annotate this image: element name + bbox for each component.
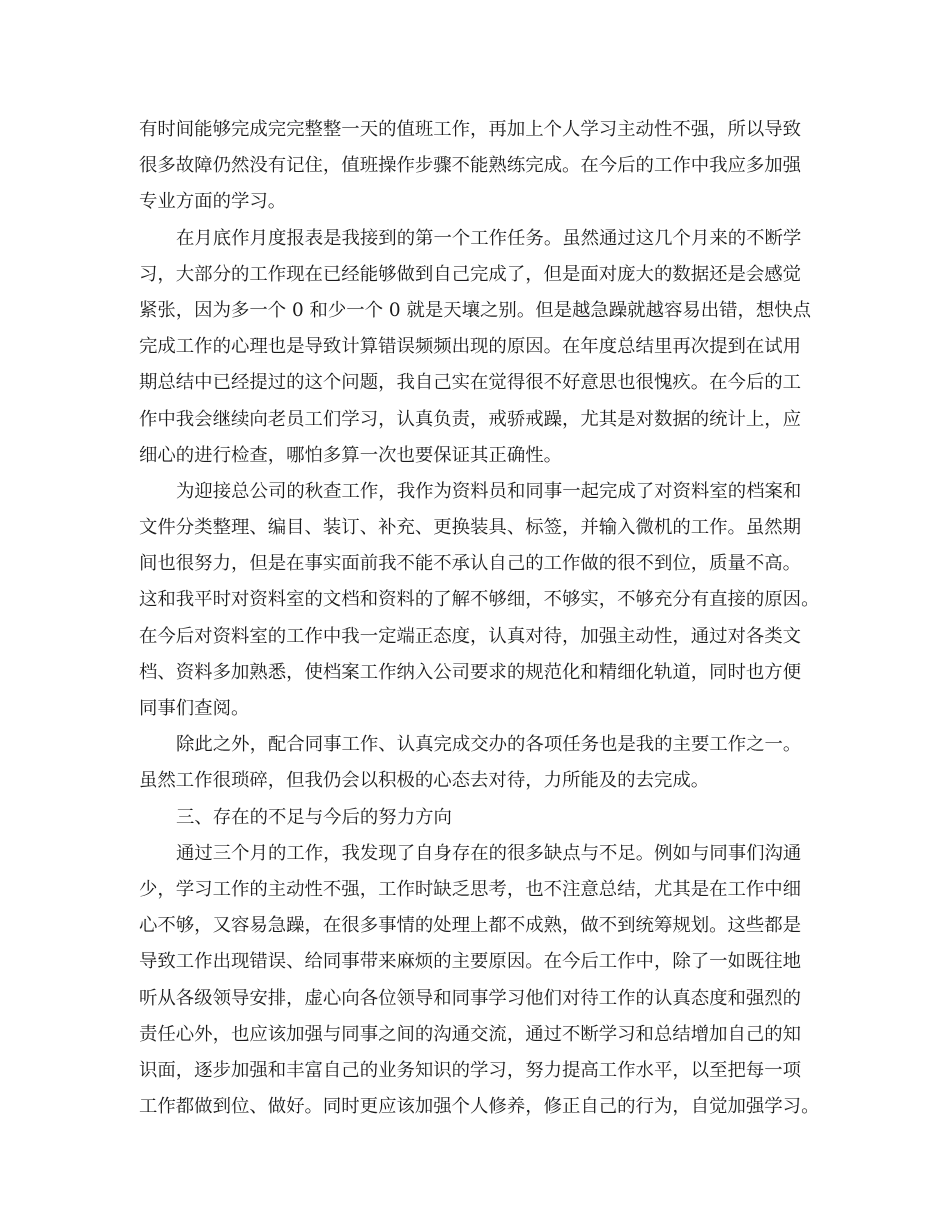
text-line: 识面，逐步加强和丰富自己的业务知识的学习，努力提高工作水平，以至把每一项 — [139, 1059, 802, 1081]
text-line: 同事们查阅。 — [139, 698, 250, 719]
text-line: 听从各级领导安排，虚心向各位领导和同事学习他们对待工作的认真态度和强烈的 — [139, 987, 802, 1009]
text-line: 为迎接总公司的秋查工作，我作为资料员和同事一起完成了对资料室的档案和 — [176, 480, 802, 502]
document-body — [139, 112, 829, 1125]
text-line: 虽然工作很琐碎，但我仍会以积极的心态去对待，力所能及的去完成。 — [139, 770, 710, 792]
text-line: 有时间能够完成完完整整一天的值班工作，再加上个人学习主动性不强，所以导致 — [139, 119, 802, 140]
text-line: 档、资料多加熟悉，使档案工作纳入公司要求的规范化和精细化轨道，同时也方便 — [139, 661, 802, 683]
text-line: 在今后对资料室的工作中我一定端正态度，认真对待，加强主动性，通过对各类文 — [139, 625, 802, 647]
text-line: 习，大部分的工作现在已经能够做到自己完成了，但是面对庞大的数据还是会感觉 — [139, 263, 802, 285]
text-line: 文件分类整理、编目、装订、补充、更换装具、标签，并输入微机的工作。虽然期 — [139, 517, 802, 539]
text-line: 除此之外，配合同事工作、认真完成交办的各项任务也是我的主要工作之一。 — [176, 734, 802, 756]
text-line: 心不够，又容易急躁，在很多事情的处理上都不成熟，做不到统筹规划。这些都是 — [139, 915, 802, 937]
text-line: 很多故障仍然没有记住，值班操作步骤不能熟练完成。在今后的工作中我应多加强 — [139, 155, 802, 177]
text-line: 期总结中已经提过的这个问题，我自己实在觉得很不好意思也很愧疚。在今后的工 — [139, 372, 802, 394]
text-line: 在月底作月度报表是我接到的第一个工作任务。虽然通过这几个月来的不断学 — [176, 227, 802, 249]
text-line: 间也很努力，但是在事实面前我不能不承认自己的工作做的很不到位，质量不高。 — [139, 553, 802, 575]
text-line: 三、存在的不足与今后的努力方向 — [176, 806, 452, 828]
text-line: 少，学习工作的主动性不强，工作时缺乏思考，也不注意总结，尤其是在工作中细 — [139, 878, 802, 900]
text-line: 作中我会继续向老员工们学习，认真负责，戒骄戒躁，尤其是对数据的统计上，应 — [139, 408, 802, 430]
text-line: 紧张，因为多一个 0 和少一个 0 就是天壤之别。但是越急躁就越容易出错，想快点 — [139, 299, 812, 321]
text-line: 这和我平时对资料室的文档和资料的了解不够细，不够实，不够充分有直接的原因。 — [139, 589, 820, 611]
text-line: 工作都做到位、做好。同时更应该加强个人修养，修正自己的行为，自觉加强学习。 — [139, 1096, 820, 1118]
text-line: 完成工作的心理也是导致计算错误频频出现的原因。在年度总结里再次提到在试用 — [139, 336, 802, 358]
text-line: 通过三个月的工作，我发现了自身存在的很多缺点与不足。例如与同事们沟通 — [176, 842, 802, 864]
text-line: 细心的进行检查，哪怕多算一次也要保证其正确性。 — [139, 444, 562, 466]
text-line: 责任心外，也应该加强与同事之间的沟通交流，通过不断学习和总结增加自己的知 — [139, 1023, 802, 1045]
text-line: 专业方面的学习。 — [139, 191, 287, 213]
text-line: 导致工作出现错误、给同事带来麻烦的主要原因。在今后工作中，除了一如既往地 — [139, 951, 802, 973]
